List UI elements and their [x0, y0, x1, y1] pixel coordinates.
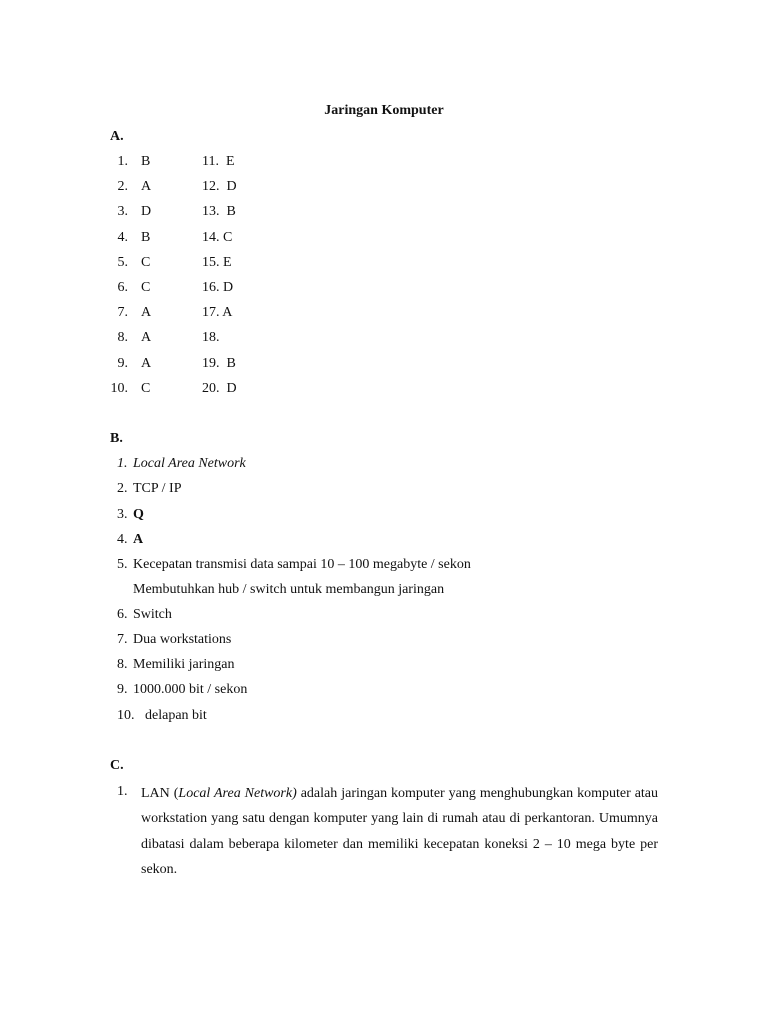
answer-item: 17. A: [202, 305, 233, 320]
answer-number: 3.: [117, 204, 128, 219]
list-item-text: Dua workstations: [133, 632, 232, 647]
answer-number: 8.: [117, 330, 128, 345]
list-number: 1.: [117, 784, 128, 799]
list-number: 8.: [117, 657, 128, 672]
answer-number: 4.: [117, 230, 128, 245]
answer-letter: A: [141, 330, 152, 345]
answer-number: 2.: [117, 179, 128, 194]
answer-letter: A: [141, 356, 152, 371]
list-number: 4.: [117, 532, 128, 547]
answer-item: 18.: [202, 330, 220, 345]
answer-item: 20. D: [202, 381, 237, 396]
paragraph: [141, 781, 658, 882]
list-item-text: Kecepatan transmisi data sampai 10 – 100 megabyte / sekon: [133, 557, 471, 572]
list-item-text: Local Area Network: [133, 456, 246, 471]
section-a-heading: A.: [110, 129, 124, 144]
paragraph-lead: LAN (: [141, 786, 179, 801]
answer-item: 13. B: [202, 204, 236, 219]
answer-number: 9.: [117, 356, 128, 371]
list-number: 10.: [117, 708, 135, 723]
answer-letter: D: [141, 204, 152, 219]
list-number: 1.: [117, 456, 128, 471]
list-item-text: Memiliki jaringan: [133, 657, 235, 672]
answer-letter: C: [141, 280, 151, 295]
answer-item: 11. E: [202, 154, 235, 169]
answer-letter: A: [141, 179, 152, 194]
answer-item: 16. D: [202, 280, 234, 295]
list-number: 3.: [117, 507, 128, 522]
answer-item: 15. E: [202, 255, 232, 270]
answer-item: 19. B: [202, 356, 236, 371]
list-item-text: Q: [133, 507, 144, 522]
answer-number: 10.: [110, 381, 128, 396]
answer-item: 14. C: [202, 230, 233, 245]
paragraph-body: adalah jaringan komputer yang menghubungkan komputer atau workstation yang satu dengan komputer yang lain di rumah atau di perkantoran. Umumnya dibatasi dalam beberapa kilometer dan memiliki kecepatan koneksi 2 – 10 mega byte per sekon.: [141, 786, 659, 877]
paragraph-italic-term: Local Area Network): [178, 786, 297, 801]
answer-number: 1.: [117, 154, 128, 169]
list-item-text: delapan bit: [145, 708, 207, 723]
list-number: 6.: [117, 607, 128, 622]
answer-letter: B: [141, 154, 151, 169]
section-b-heading: B.: [110, 431, 123, 446]
list-number: 2.: [117, 481, 128, 496]
answer-letter: C: [141, 381, 151, 396]
answer-number: 6.: [117, 280, 128, 295]
list-number: 5.: [117, 557, 128, 572]
document-title: Jaringan Komputer: [324, 103, 444, 118]
list-item-text: A: [133, 532, 144, 547]
list-item-text: TCP / IP: [133, 481, 182, 496]
list-item-text: 1000.000 bit / sekon: [133, 682, 248, 697]
list-item-text: Membutuhkan hub / switch untuk membangun jaringan: [133, 582, 445, 597]
section-c-heading: C.: [110, 758, 124, 773]
list-number: 9.: [117, 682, 128, 697]
answer-number: 5.: [117, 255, 128, 270]
answer-letter: C: [141, 255, 151, 270]
answer-letter: B: [141, 230, 151, 245]
answer-letter: A: [141, 305, 152, 320]
answer-item: 12. D: [202, 179, 237, 194]
list-item-text: Switch: [133, 607, 172, 622]
answer-number: 7.: [117, 305, 128, 320]
list-number: 7.: [117, 632, 128, 647]
